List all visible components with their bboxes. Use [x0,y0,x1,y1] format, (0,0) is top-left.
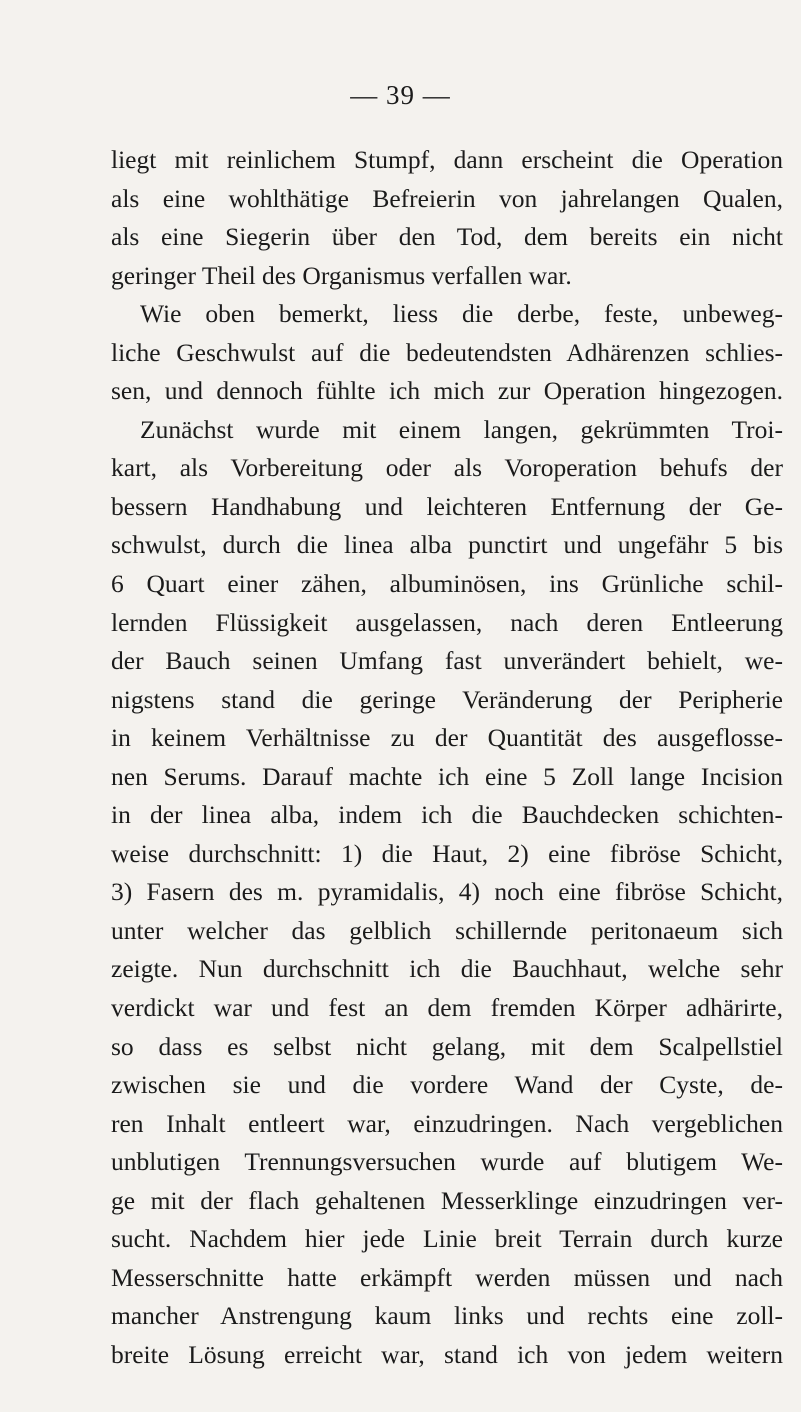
text-line: lernden Flüssigkeit ausgelassen, nach deren Entleerung [111,607,783,637]
body-text [111,141,783,1375]
text-line: sen, und dennoch fühlte ich mich zur Operation hingezogen. [111,376,783,406]
text-line: sucht. Nachdem hier jede Linie breit Terrain durch kurze [111,1224,783,1254]
text-line: ge mit der flach gehaltenen Messerklinge einzudringen ver- [111,1185,783,1215]
text-line: zwischen sie und die vordere Wand der Cyste, de- [111,1070,783,1100]
text-line: ren Inhalt entleert war, einzudringen. Nach vergeblichen [111,1108,783,1138]
text-line: der Bauch seinen Umfang fast unverändert behielt, we- [111,646,783,676]
text-line: unter welcher das gelblich schillernde peritonaeum sich [111,915,783,945]
text-line: als eine Siegerin über den Tod, dem bereits ein nicht [111,222,783,252]
text-line: bessern Handhabung und leichteren Entfernung der Ge- [111,491,783,521]
text-line: schwulst, durch die linea alba punctirt und ungefähr 5 bis [111,530,783,560]
text-line: geringer Theil des Organismus verfallen war. [111,260,572,290]
text-line: mancher Anstrengung kaum links und rechts eine zoll- [111,1301,783,1331]
text-line: in der linea alba, indem ich die Bauchdecken schichten- [111,800,783,830]
text-line: verdickt war und fest an dem fremden Körper adhärirte, [111,993,783,1023]
text-line: liegt mit reinlichem Stumpf, dann erscheint die Operation [111,145,783,174]
page-number: — 39 — [350,80,451,110]
text-line: so dass es selbst nicht gelang, mit dem Scalpellstiel [111,1031,783,1061]
text-line: zeigte. Nun durchschnitt ich die Bauchhaut, welche sehr [111,954,783,984]
text-line: 3) Fasern des m. pyramidalis, 4) noch eine fibröse Schicht, [111,877,783,907]
text-line: Zunächst wurde mit einem langen, gekrümmten Troi- [140,414,783,444]
text-line: nen Serums. Darauf machte ich eine 5 Zoll lange Incision [111,761,783,791]
text-line: unblutigen Trennungsversuchen wurde auf blutigem We- [111,1147,783,1177]
text-line: weise durchschnitt: 1) die Haut, 2) eine fibröse Schicht, [111,838,783,868]
text-line: liche Geschwulst auf die bedeutendsten Adhärenzen schlies- [111,337,783,367]
text-line: nigstens stand die geringe Veränderung der Peripherie [111,684,783,714]
text-line: als eine wohlthätige Befreierin von jahrelangen Qualen, [111,183,783,213]
text-line: Messerschnitte hatte erkämpft werden müssen und nach [111,1262,783,1292]
text-line: Wie oben bemerkt, liess die derbe, feste, unbeweg- [140,299,783,329]
text-line: 6 Quart einer zähen, albuminösen, ins Grünliche schil- [111,569,783,599]
text-line: breite Lösung erreicht war, stand ich von jedem weitern [111,1339,783,1369]
text-line: kart, als Vorbereitung oder als Voroperation behufs der [111,453,783,483]
text-line: in keinem Verhältnisse zu der Quantität des ausgeflosse- [111,723,783,753]
